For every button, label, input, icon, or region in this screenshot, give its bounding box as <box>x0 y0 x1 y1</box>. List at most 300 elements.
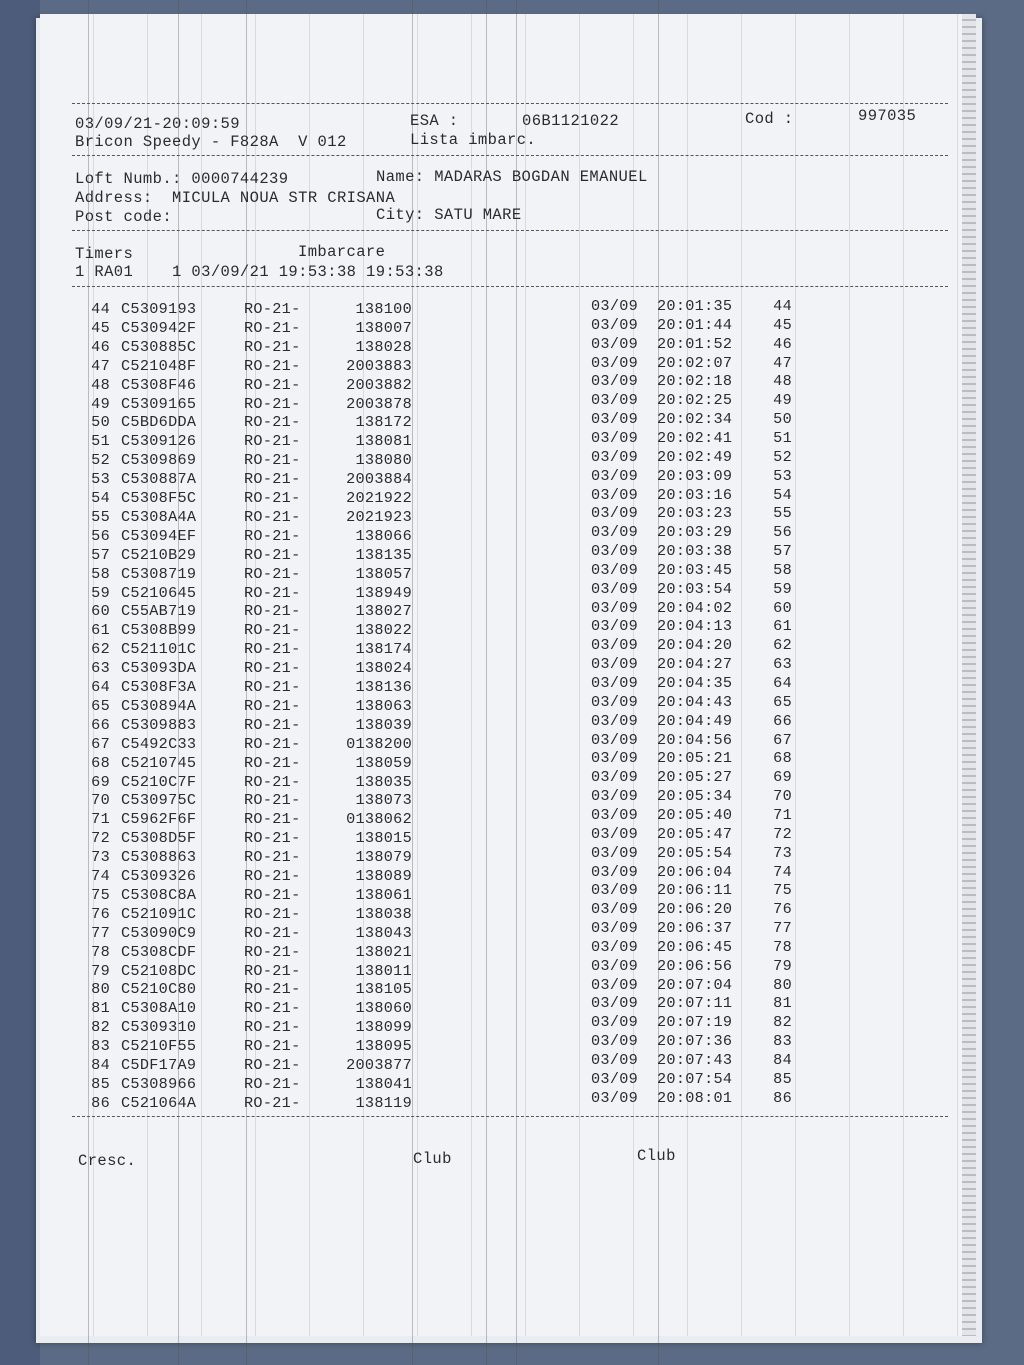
ring-number: 0138062 <box>346 810 412 829</box>
row-position: 77 <box>773 919 792 938</box>
arrival-time: 20:03:38 <box>657 542 733 561</box>
ring-number: 138039 <box>355 715 412 734</box>
row-index: 79 <box>91 961 110 980</box>
ring-number: 138061 <box>355 885 412 904</box>
row-index: 73 <box>91 848 110 867</box>
loft-postcode: Post code: <box>75 208 173 226</box>
arrival-date: 03/09 <box>591 937 639 956</box>
ring-code: C5309326 <box>121 867 197 885</box>
ring-code: C5309165 <box>121 394 197 413</box>
ring-code: C530894A <box>121 696 197 715</box>
ring-prefix: RO-21- <box>244 961 301 980</box>
separator-line <box>72 1116 948 1117</box>
arrival-date: 03/09 <box>591 843 639 862</box>
row-index: 78 <box>91 942 110 961</box>
row-index: 48 <box>91 375 110 394</box>
arrival-time: 20:04:35 <box>657 674 733 692</box>
ring-prefix: RO-21- <box>244 1018 301 1037</box>
row-position: 86 <box>773 1088 792 1107</box>
arrival-date: 03/09 <box>591 730 639 749</box>
arrival-time: 20:05:21 <box>657 749 733 768</box>
row-position: 85 <box>773 1069 792 1088</box>
ring-prefix: RO-21- <box>244 300 301 318</box>
ring-number: 138080 <box>355 451 412 470</box>
arrival-time: 20:02:49 <box>657 447 733 466</box>
ring-code: C530885C <box>121 337 197 356</box>
arrival-date: 03/09 <box>591 353 639 372</box>
row-position: 78 <box>773 937 792 956</box>
arrival-date: 03/09 <box>591 711 639 730</box>
ring-prefix: RO-21- <box>244 867 301 885</box>
timers-label: Timers <box>75 245 134 263</box>
row-position: 80 <box>773 975 792 994</box>
paper-edge <box>962 14 976 1336</box>
arrival-date: 03/09 <box>591 579 639 598</box>
arrival-time: 20:06:56 <box>657 956 733 975</box>
row-index: 57 <box>91 545 110 564</box>
arrival-time: 20:04:02 <box>657 598 733 617</box>
ring-code: C5308CDF <box>121 942 197 961</box>
row-index: 61 <box>91 621 110 640</box>
ring-code: C5BD6DDA <box>121 413 197 432</box>
row-position: 70 <box>773 787 792 806</box>
row-position: 60 <box>773 598 792 617</box>
arrival-date: 03/09 <box>591 315 639 334</box>
row-position: 75 <box>773 881 792 900</box>
ring-prefix: RO-21- <box>244 1037 301 1056</box>
row-position: 59 <box>773 579 792 598</box>
arrival-date: 03/09 <box>591 636 639 655</box>
row-index: 59 <box>91 583 110 602</box>
arrival-date: 03/09 <box>591 297 639 315</box>
row-index: 44 <box>91 300 110 318</box>
arrival-time: 20:02:07 <box>657 353 733 372</box>
row-index: 45 <box>91 318 110 337</box>
row-index: 50 <box>91 413 110 432</box>
ring-prefix: RO-21- <box>244 621 301 640</box>
row-position: 82 <box>773 1013 792 1032</box>
ring-number: 2003882 <box>346 375 412 394</box>
row-index: 71 <box>91 810 110 829</box>
ring-number: 138089 <box>355 867 412 885</box>
row-index: 80 <box>91 980 110 999</box>
ring-number: 0138200 <box>346 734 412 753</box>
ring-code: C5308863 <box>121 848 197 867</box>
ring-number: 2003877 <box>346 1056 412 1074</box>
ring-code: C5308A10 <box>121 999 197 1018</box>
ring-code: C5308F5C <box>121 489 197 507</box>
row-position: 76 <box>773 900 792 919</box>
arrival-date: 03/09 <box>591 862 639 881</box>
arrival-time: 20:08:01 <box>657 1088 733 1107</box>
ring-prefix: RO-21- <box>244 696 301 715</box>
row-index: 76 <box>91 904 110 923</box>
ring-code: C5308F46 <box>121 375 197 394</box>
ring-number: 2021923 <box>346 507 412 526</box>
ring-code: C5309193 <box>121 300 197 318</box>
ring-code: C53090C9 <box>121 923 197 942</box>
arrival-time: 20:03:23 <box>657 504 733 523</box>
row-position: 84 <box>773 1051 792 1069</box>
ring-code: C5210F55 <box>121 1037 197 1056</box>
ring-code: C5309126 <box>121 432 197 451</box>
ring-number: 138136 <box>355 678 412 696</box>
row-index: 54 <box>91 489 110 507</box>
ring-code: C5210B29 <box>121 545 197 564</box>
ring-code: C5309883 <box>121 715 197 734</box>
arrival-date: 03/09 <box>591 805 639 824</box>
row-index: 55 <box>91 507 110 526</box>
ring-prefix: RO-21- <box>244 1093 301 1112</box>
ring-code: C5308719 <box>121 564 197 583</box>
ring-code: C53093DA <box>121 659 197 678</box>
row-position: 58 <box>773 560 792 579</box>
row-index: 56 <box>91 526 110 545</box>
ring-code: C521064A <box>121 1093 197 1112</box>
ring-prefix: RO-21- <box>244 432 301 451</box>
ring-number: 138172 <box>355 413 412 432</box>
ring-code: C5962F6F <box>121 810 197 829</box>
arrival-date: 03/09 <box>591 617 639 636</box>
print-datetime: 03/09/21-20:09:59 <box>75 115 240 133</box>
row-position: 74 <box>773 862 792 881</box>
ring-number: 138174 <box>355 640 412 659</box>
loft-address: Address: MICULA NOUA STR CRISANA <box>75 189 396 207</box>
esa-value: 06B1121022 <box>522 112 620 130</box>
ring-number: 138081 <box>355 432 412 451</box>
arrival-date: 03/09 <box>591 1013 639 1032</box>
loft-owner-name: Name: MADARAS BOGDAN EMANUEL <box>376 168 648 186</box>
arrival-date: 03/09 <box>591 655 639 674</box>
arrival-date: 03/09 <box>591 542 639 561</box>
row-position: 50 <box>773 410 792 429</box>
separator-line <box>72 103 948 104</box>
ring-code: C5210745 <box>121 753 197 772</box>
arrival-time: 20:02:18 <box>657 372 733 391</box>
ring-number: 138024 <box>355 659 412 678</box>
arrival-time: 20:06:04 <box>657 862 733 881</box>
arrival-date: 03/09 <box>591 824 639 843</box>
ring-prefix: RO-21- <box>244 829 301 848</box>
ring-number: 138099 <box>355 1018 412 1037</box>
ring-prefix: RO-21- <box>244 507 301 526</box>
arrival-time: 20:04:43 <box>657 692 733 711</box>
ring-prefix: RO-21- <box>244 583 301 602</box>
ring-number: 2003878 <box>346 394 412 413</box>
arrival-date: 03/09 <box>591 749 639 768</box>
ring-number: 138022 <box>355 621 412 640</box>
arrival-time: 20:03:16 <box>657 485 733 504</box>
club-label-2: Club <box>637 1147 676 1165</box>
ring-prefix: RO-21- <box>244 337 301 356</box>
ring-code: C521048F <box>121 356 197 375</box>
arrival-time: 20:07:36 <box>657 1032 733 1051</box>
ring-code: C5DF17A9 <box>121 1056 197 1074</box>
ring-number: 138028 <box>355 337 412 356</box>
row-index: 67 <box>91 734 110 753</box>
row-position: 73 <box>773 843 792 862</box>
ring-number: 2021922 <box>346 489 412 507</box>
ring-prefix: RO-21- <box>244 980 301 999</box>
arrival-time: 20:05:34 <box>657 787 733 806</box>
ring-code: C5210C80 <box>121 980 197 999</box>
ring-code: C5210C7F <box>121 772 197 791</box>
row-index: 74 <box>91 867 110 885</box>
ring-code: C5309310 <box>121 1018 197 1037</box>
row-position: 79 <box>773 956 792 975</box>
row-position: 49 <box>773 391 792 410</box>
ring-prefix: RO-21- <box>244 659 301 678</box>
ring-number: 138073 <box>355 791 412 810</box>
ring-number: 138949 <box>355 583 412 602</box>
loft-city: City: SATU MARE <box>376 206 522 224</box>
row-index: 52 <box>91 451 110 470</box>
arrival-time: 20:07:04 <box>657 975 733 994</box>
ring-code: C5308D5F <box>121 829 197 848</box>
arrival-date: 03/09 <box>591 768 639 787</box>
row-position: 48 <box>773 372 792 391</box>
ring-number: 138035 <box>355 772 412 791</box>
ring-code: C5492C33 <box>121 734 197 753</box>
arrival-date: 03/09 <box>591 1069 639 1088</box>
row-position: 65 <box>773 692 792 711</box>
arrival-date: 03/09 <box>591 334 639 353</box>
cod-value: 997035 <box>858 107 917 125</box>
row-index: 68 <box>91 753 110 772</box>
arrival-date: 03/09 <box>591 919 639 938</box>
esa-label: ESA : <box>410 112 459 130</box>
ring-number: 138135 <box>355 545 412 564</box>
row-index: 84 <box>91 1056 110 1074</box>
ring-code: C521101C <box>121 640 197 659</box>
row-position: 52 <box>773 447 792 466</box>
ring-number: 138011 <box>355 961 412 980</box>
ring-prefix: RO-21- <box>244 753 301 772</box>
arrival-time: 20:06:37 <box>657 919 733 938</box>
row-position: 62 <box>773 636 792 655</box>
ring-code: C5308A4A <box>121 507 197 526</box>
arrival-time: 20:05:40 <box>657 805 733 824</box>
ring-number: 138007 <box>355 318 412 337</box>
ring-number: 138057 <box>355 564 412 583</box>
arrival-time: 20:05:27 <box>657 768 733 787</box>
row-index: 64 <box>91 678 110 696</box>
ring-prefix: RO-21- <box>244 318 301 337</box>
ring-prefix: RO-21- <box>244 602 301 621</box>
ring-prefix: RO-21- <box>244 1074 301 1093</box>
ring-prefix: RO-21- <box>244 451 301 470</box>
row-index: 69 <box>91 772 110 791</box>
row-position: 68 <box>773 749 792 768</box>
arrival-date: 03/09 <box>591 1051 639 1069</box>
row-position: 83 <box>773 1032 792 1051</box>
ring-prefix: RO-21- <box>244 545 301 564</box>
arrival-time: 20:06:11 <box>657 881 733 900</box>
row-index: 65 <box>91 696 110 715</box>
row-index: 81 <box>91 999 110 1018</box>
ring-prefix: RO-21- <box>244 375 301 394</box>
arrival-date: 03/09 <box>591 410 639 429</box>
row-index: 46 <box>91 337 110 356</box>
ring-code: C530887A <box>121 470 197 489</box>
arrival-date: 03/09 <box>591 598 639 617</box>
ring-prefix: RO-21- <box>244 564 301 583</box>
row-position: 47 <box>773 353 792 372</box>
ring-code: C530975C <box>121 791 197 810</box>
ring-code: C521091C <box>121 904 197 923</box>
row-position: 67 <box>773 730 792 749</box>
row-position: 63 <box>773 655 792 674</box>
arrival-time: 20:03:45 <box>657 560 733 579</box>
ring-code: C5309869 <box>121 451 197 470</box>
ring-prefix: RO-21- <box>244 470 301 489</box>
ring-prefix: RO-21- <box>244 734 301 753</box>
row-index: 51 <box>91 432 110 451</box>
arrival-time: 20:07:19 <box>657 1013 733 1032</box>
arrival-date: 03/09 <box>591 447 639 466</box>
arrival-date: 03/09 <box>591 428 639 447</box>
row-position: 44 <box>773 297 792 315</box>
ring-code: C53094EF <box>121 526 197 545</box>
arrival-time: 20:01:52 <box>657 334 733 353</box>
row-index: 85 <box>91 1074 110 1093</box>
arrival-time: 20:03:09 <box>657 466 733 485</box>
ring-prefix: RO-21- <box>244 923 301 942</box>
arrival-time: 20:01:35 <box>657 297 733 315</box>
ring-number: 138038 <box>355 904 412 923</box>
arrival-date: 03/09 <box>591 372 639 391</box>
timer-line: 1 RA01 1 03/09/21 19:53:38 19:53:38 <box>75 263 444 281</box>
cod-label: Cod : <box>745 110 794 128</box>
separator-line <box>72 286 948 287</box>
arrival-date: 03/09 <box>591 994 639 1013</box>
list-title: Lista imbarc. <box>410 131 537 149</box>
club-label-1: Club <box>413 1150 452 1168</box>
arrival-date: 03/09 <box>591 881 639 900</box>
arrival-date: 03/09 <box>591 466 639 485</box>
ring-number: 138100 <box>355 300 412 318</box>
ring-prefix: RO-21- <box>244 904 301 923</box>
arrival-date: 03/09 <box>591 391 639 410</box>
row-position: 46 <box>773 334 792 353</box>
row-index: 75 <box>91 885 110 904</box>
ring-number: 138059 <box>355 753 412 772</box>
ring-number: 138041 <box>355 1074 412 1093</box>
row-index: 66 <box>91 715 110 734</box>
ring-code: C530942F <box>121 318 197 337</box>
arrival-time: 20:05:54 <box>657 843 733 862</box>
ring-number: 138043 <box>355 923 412 942</box>
ring-prefix: RO-21- <box>244 810 301 829</box>
ring-prefix: RO-21- <box>244 394 301 413</box>
ring-number: 138066 <box>355 526 412 545</box>
arrival-date: 03/09 <box>591 523 639 542</box>
row-index: 86 <box>91 1093 110 1112</box>
ring-number: 138021 <box>355 942 412 961</box>
row-position: 61 <box>773 617 792 636</box>
ring-number: 138060 <box>355 999 412 1018</box>
row-position: 55 <box>773 504 792 523</box>
ring-prefix: RO-21- <box>244 489 301 507</box>
arrival-time: 20:06:20 <box>657 900 733 919</box>
arrival-time: 20:03:54 <box>657 579 733 598</box>
arrival-date: 03/09 <box>591 1088 639 1107</box>
arrival-time: 20:05:47 <box>657 824 733 843</box>
arrival-date: 03/09 <box>591 900 639 919</box>
row-position: 51 <box>773 428 792 447</box>
row-position: 72 <box>773 824 792 843</box>
arrival-time: 20:03:29 <box>657 523 733 542</box>
row-position: 56 <box>773 523 792 542</box>
row-position: 71 <box>773 805 792 824</box>
arrival-time: 20:04:56 <box>657 730 733 749</box>
ring-prefix: RO-21- <box>244 526 301 545</box>
arrival-time: 20:04:13 <box>657 617 733 636</box>
arrival-time: 20:04:20 <box>657 636 733 655</box>
row-position: 54 <box>773 485 792 504</box>
row-index: 53 <box>91 470 110 489</box>
row-position: 53 <box>773 466 792 485</box>
arrival-date: 03/09 <box>591 1032 639 1051</box>
printer-streak <box>486 0 487 1365</box>
imbarcare-label: Imbarcare <box>298 243 386 261</box>
row-index: 70 <box>91 791 110 810</box>
row-index: 62 <box>91 640 110 659</box>
row-position: 66 <box>773 711 792 730</box>
row-index: 47 <box>91 356 110 375</box>
ring-code: C52108DC <box>121 961 197 980</box>
arrival-date: 03/09 <box>591 674 639 692</box>
ring-code: C5308F3A <box>121 678 197 696</box>
row-position: 57 <box>773 542 792 561</box>
row-index: 83 <box>91 1037 110 1056</box>
printer-streak <box>516 0 517 1365</box>
arrival-time: 20:02:34 <box>657 410 733 429</box>
row-position: 64 <box>773 674 792 692</box>
ring-prefix: RO-21- <box>244 942 301 961</box>
ring-code: C5308C8A <box>121 885 197 904</box>
ring-number: 138015 <box>355 829 412 848</box>
ring-number: 138105 <box>355 980 412 999</box>
row-index: 72 <box>91 829 110 848</box>
desk-background <box>0 0 40 1365</box>
arrival-date: 03/09 <box>591 485 639 504</box>
ring-code: C5308B99 <box>121 621 197 640</box>
ring-prefix: RO-21- <box>244 772 301 791</box>
loft-number: Loft Numb.: 0000744239 <box>75 170 289 188</box>
arrival-time: 20:04:27 <box>657 655 733 674</box>
ring-code: C5210645 <box>121 583 197 602</box>
ring-number: 138119 <box>355 1093 412 1112</box>
ring-prefix: RO-21- <box>244 413 301 432</box>
cresc-label: Cresc. <box>78 1152 137 1170</box>
arrival-time: 20:02:25 <box>657 391 733 410</box>
arrival-date: 03/09 <box>591 692 639 711</box>
separator-line <box>72 230 948 231</box>
row-index: 82 <box>91 1018 110 1037</box>
arrival-date: 03/09 <box>591 787 639 806</box>
row-index: 60 <box>91 602 110 621</box>
row-position: 45 <box>773 315 792 334</box>
ring-number: 138063 <box>355 696 412 715</box>
arrival-date: 03/09 <box>591 975 639 994</box>
row-index: 63 <box>91 659 110 678</box>
row-position: 69 <box>773 768 792 787</box>
program-version: Bricon Speedy - F828A V 012 <box>75 133 347 151</box>
ring-prefix: RO-21- <box>244 791 301 810</box>
ring-prefix: RO-21- <box>244 848 301 867</box>
arrival-time: 20:07:43 <box>657 1051 733 1069</box>
